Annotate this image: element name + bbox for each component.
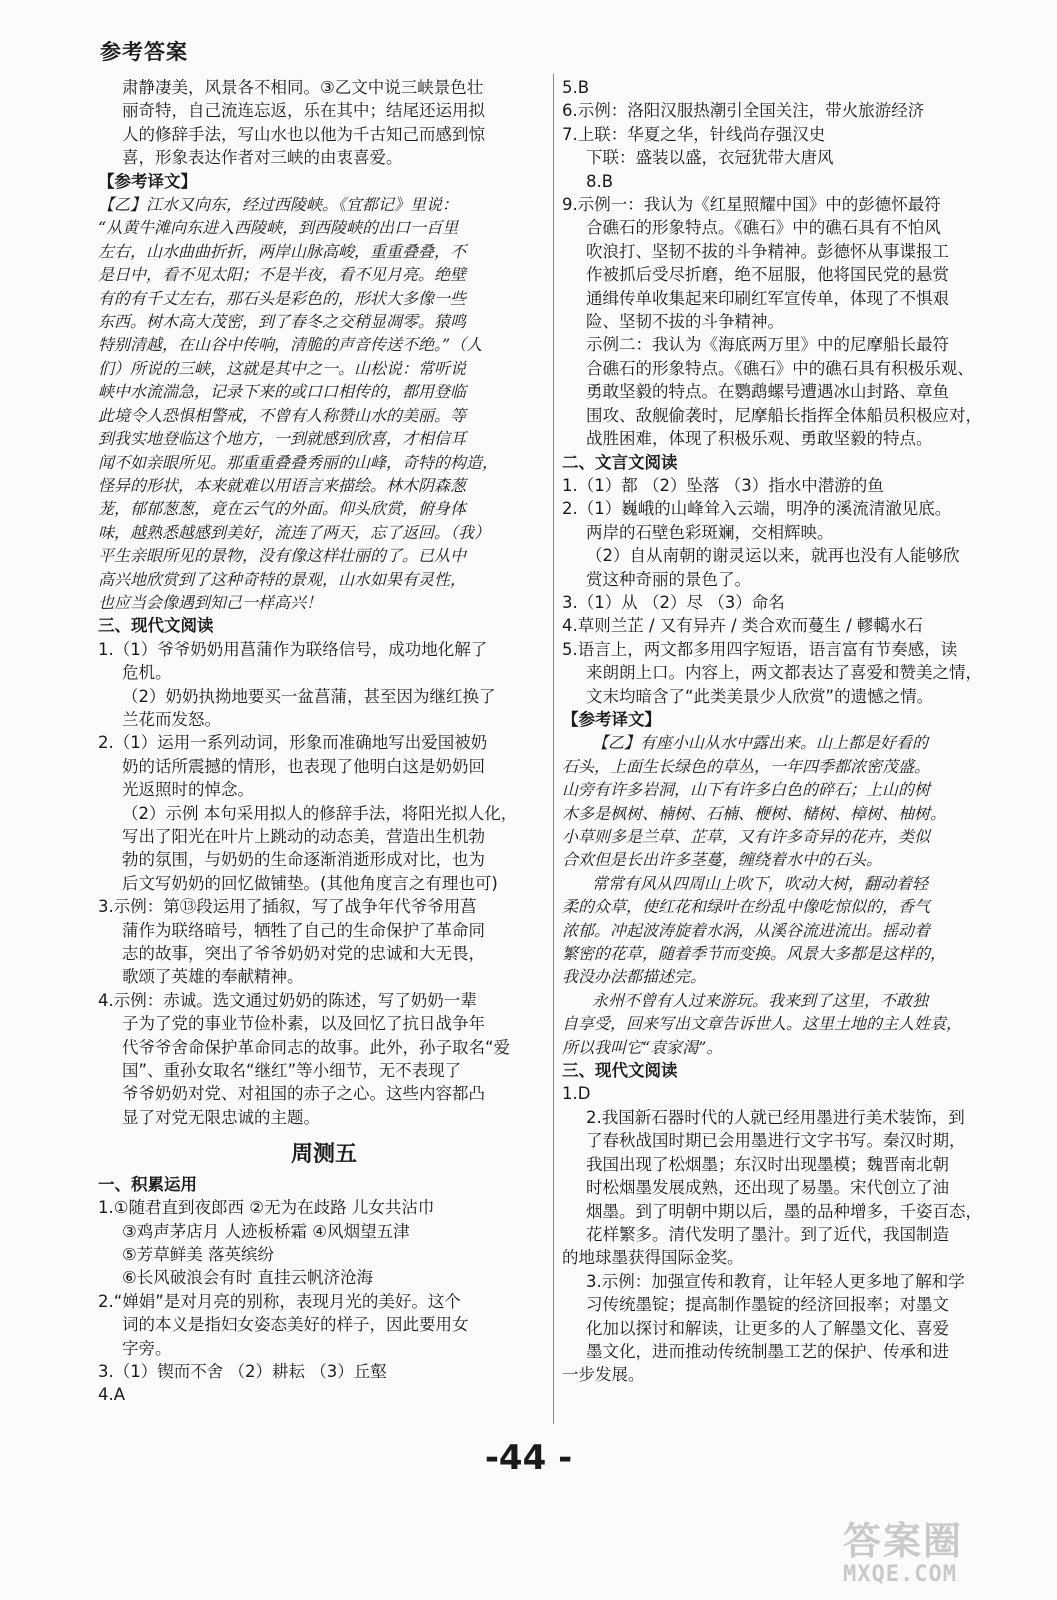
right-text-line: 4.草则兰芷 / 又有异卉 / 类合欢而蔓生 / 轇轕水石 (562, 616, 923, 636)
left-text-line: ⑥长风破浪会有时 直挂云帆济沧海 (122, 1268, 374, 1288)
left-text-line: 3.（1）锲而不舍 （2）耕耘 （3）丘壑 (98, 1361, 387, 1381)
left-text-line: 人的修辞手法，写山水也以他为千古知己而感到惊 (122, 124, 485, 144)
left-text-line: （2）奶奶执拗地要买一盆菖蒲，甚至因为继红换了 (122, 686, 496, 706)
right-text-line: 围攻、敌舰偷袭时，尼摩船长指挥全体船员积极应对， (586, 405, 982, 425)
left-text-line: 东西。树木高大茂密，到了春冬之交稍显凋零。猿鸣 (98, 312, 467, 332)
right-text-line: 我国出现了松烟墨；东汉时出现墨模；魏晋南北朝 (586, 1154, 949, 1174)
right-text-line: 三、现代文阅读 (562, 1061, 678, 1081)
right-text-line: 6.示例：洛阳汉服热潮引全国关注，带火旅游经济 (562, 101, 925, 121)
right-text-line: 繁密的花草，随着季节而变换。风景大多都是这样的， (562, 944, 947, 964)
right-text-line: 二、文言文阅读 (562, 452, 678, 472)
right-text-line: 示例二：我认为《海底两万里》中的尼摩船长最符 (586, 335, 949, 355)
left-text-line: 左右，山水曲曲折折，两岸山脉高峻，重重叠叠，不 (98, 241, 467, 261)
right-text-line: 合礁石的形象特点。《礁石》中的礁石具有不怕风 (586, 218, 941, 238)
left-text-line: 光返照时的悼念。 (122, 780, 254, 800)
left-text-line: 平生亲眼所见的景物，没有像这样壮丽的了。已从中 (98, 546, 467, 566)
left-text-line: 显了对党无限忠诚的主题。 (122, 1107, 320, 1127)
right-text-line: 了春秋战国时期已会用墨进行文字书写。秦汉时期， (586, 1131, 966, 1151)
left-text-line: 字旁。 (122, 1338, 172, 1358)
right-text-line: 1.（1）都 （2）坠落 （3）指水中潜游的鱼 (562, 475, 884, 495)
left-text-line: 4.A (98, 1385, 126, 1405)
left-text-line: 峡中水流湍急，记录下来的或口口相传的，都用登临 (98, 382, 467, 402)
right-text-line: 3.（1）从 （2）尽 （3）命名 (562, 592, 785, 612)
right-text-line: 2.（1）巍峨的山峰耸入云端，明净的溪流清澈见底。 (562, 499, 952, 519)
left-text-line: 【乙】江水又向东，经过西陵峡。《宜都记》里说： (98, 195, 459, 215)
left-text-line: 们）所说的三峡，这就是其中之一。山松说：常听说 (98, 358, 467, 378)
left-text-line: 后文写奶奶的回忆做铺垫。(其他角度言之有理也可) (122, 873, 498, 893)
left-text-line: 写出了阳光在叶片上跳动的动态美，营造出生机勃 (122, 827, 485, 846)
left-text-line: 2.（1）运用一系列动词，形象而准确地写出爱国被奶 (98, 733, 488, 753)
right-text-line: 习传统墨锭；提高制作墨锭的经济回报率；对墨文 (586, 1295, 949, 1315)
left-text-line: “从黄牛滩向东进入西陵峡，到西陵峡的出口一百里 (98, 218, 459, 238)
right-text-line: （2）自从南朝的谢灵运以来，就再也没有人能够欣 (586, 546, 960, 566)
left-text-line: 歌颂了英雄的奉献精神。 (122, 967, 304, 987)
right-text-line: 赏这种奇丽的景色了。 (586, 569, 751, 589)
left-text-line: 兰花而发怒。 (122, 709, 221, 729)
right-text-line: 两岸的石壁色彩斑斓，交相辉映。 (586, 522, 834, 542)
left-text-line: 高兴地欣赏到了这种奇特的景观，山水如果有灵性， (98, 569, 467, 589)
right-text-line: 9.示例一：我认为《红星照耀中国》中的彭德怀最符 (562, 195, 941, 215)
left-text-line: 三、现代文阅读 (98, 616, 214, 636)
left-text-line: 3.示例：第⑬段运用了插叙，写了战争年代爷爷用菖 (98, 897, 477, 917)
right-text-line: 5.语言上，两文都多用四字短语，语言富有节奏感，读 (562, 639, 958, 659)
left-text-line: 国”、重孙女取名“继红”等小细节，无不表现了 (122, 1061, 462, 1081)
left-text-line: 有的有千丈左右，那石头是彩色的，形状大多像一些 (98, 288, 467, 308)
right-text-line: 花样繁多。清代发明了墨汁。到了近代，我国制造 (586, 1224, 949, 1244)
left-text-line: 奶的话所震撼的情形，也表现了他明白这是奶奶回 (122, 756, 485, 776)
right-text-line: 自享受，回来写出文章告诉世人。这里土地的主人姓袁， (562, 1014, 963, 1034)
right-text-line: 作被抓后受尽折磨，绝不屈服，他将国民党的悬赏 (586, 265, 949, 285)
right-text-line: 5.B (562, 78, 590, 97)
right-text-line: 的地球墨获得国际金奖。 (562, 1248, 744, 1268)
right-text-line: 文末均暗含了“此类美景少人欣赏”的遗憾之情。 (586, 686, 934, 706)
left-text-line: 子为了党的事业节俭朴素，以及回忆了抗日战争年 (122, 1014, 485, 1034)
right-text-line: 一步发展。 (562, 1365, 645, 1385)
left-text-line: 危机。 (122, 663, 172, 683)
right-text-line: 合欢但是长出许多茎蔓，缠绕着水中的石头。 (562, 850, 883, 870)
left-text-line: 是日中，看不见太阳；不是半夜，看不见月亮。绝壁 (98, 265, 467, 285)
right-text-line: 来朗朗上口。内容上，两文都表达了喜爱和赞美之情， (586, 663, 982, 683)
left-text-line: 肃静凄美，风景各不相同。③乙文中说三峡景色壮 (122, 78, 484, 97)
left-text-line: 闻不如亲眼所见。那重重叠叠秀丽的山峰，奇特的构造， (98, 452, 499, 472)
right-text-line: 永州不曾有人过来游玩。我来到了这里，不敢独 (592, 990, 929, 1010)
right-text-line: 小草则多是兰草、芷草，又有许多奇异的花卉，类似 (562, 827, 931, 846)
left-text-line: ⑤芳草鲜美 落英缤纷 (122, 1244, 275, 1264)
right-text-line: 下联：盛装以盛，衣冠犹带大唐风 (586, 148, 834, 168)
watermark-logo (843, 1520, 1043, 1592)
right-text-line: 所以我叫它“袁家渴”。 (562, 1037, 723, 1057)
right-text-line: 时松烟墨发展成熟，还出现了易墨。宋代创立了油 (586, 1178, 949, 1198)
right-text-line: 险、坚韧不拔的斗争精神。 (586, 312, 784, 332)
right-column (562, 76, 982, 1387)
left-text-line: 喜，形象表达作者对三峡的由衷喜爱。 (122, 148, 403, 168)
section-title: 周测五 (290, 1142, 357, 1168)
left-text-line: 特别清越，在山谷中传响，清脆的声音传送不绝。”（人 (98, 335, 483, 355)
column-divider (553, 74, 554, 1424)
left-text-line: 4.示例：赤诚。选文通过奶奶的陈述，写了奶奶一辈 (98, 990, 477, 1010)
right-text-line: 1.D (562, 1084, 591, 1104)
watermark-cn: 答案圈 (843, 1519, 964, 1563)
left-text-line: 也应当会像遇到知己一样高兴！ (98, 592, 323, 612)
left-text-line: 怪异的形状，本来就难以用语言来描绘。林木阴森葱 (98, 475, 467, 495)
left-text-line: 勃的氛围，与奶奶的生命逐渐消逝形成对比，也为 (122, 850, 485, 870)
left-text-line: （2）示例 本句采用拟人的修辞手法，将阳光拟人化， (122, 803, 518, 823)
right-text-line: 勇敢坚毅的特点。在鹦鹉螺号遭遇冰山封路、章鱼 (586, 382, 949, 402)
left-text-line: 词的本义是指妇女姿态美好的样子，因此要用女 (122, 1315, 469, 1335)
left-text-line: 代爷爷舍命保护革命同志的故事。此外，孙子取名“爱 (122, 1037, 511, 1057)
right-text-line: 石头，上面生长绿色的草丛，一年四季都浓密茂盛。 (562, 756, 931, 776)
left-text-line: ③鸡声茅店月 人迹板桥霜 ④风烟望五津 (122, 1221, 410, 1241)
left-text-line: 味，越熟悉越感到美好，流连了两天，忘了返回。（我） (98, 522, 491, 542)
left-text-line: 一、积累运用 (98, 1174, 197, 1194)
left-text-line: 蒲作为联络暗号，牺牲了自己的生命保护了革命同 (122, 920, 485, 940)
left-text-line: 茏，郁郁葱葱，竟在云气的外面。仰头欣赏，俯身体 (98, 499, 467, 519)
left-text-line: 丽奇特，自己流连忘返，乐在其中；结尾还运用拟 (122, 101, 485, 121)
right-text-line: 烟墨。到了明朝中期以后，墨的品种增多，千姿百态， (586, 1201, 982, 1221)
page-number: -44 - (484, 1438, 573, 1478)
left-text-line: 2.“婵娟”是对月亮的别称，表现月光的美好。这个 (98, 1291, 461, 1311)
left-text-line: 爷爷奶奶对党、对祖国的赤子之心。这些内容都凸 (122, 1084, 485, 1104)
right-text-line: 合礁石的形象特点。《礁石》中的礁石具有积极乐观、 (586, 358, 974, 378)
left-text-line: 此境令人恐惧相警戒，不曾有人称赞山水的美丽。等 (98, 405, 467, 425)
right-text-line: 【乙】有座小山从水中露出来。山上都是好看的 (592, 733, 929, 753)
header-title: 参考答案 (100, 40, 188, 64)
right-text-line: 战胜困难，体现了积极乐观、勇敢坚毅的特点。 (586, 429, 933, 449)
right-text-line: 柔的众草，使红花和绿叶在纷乱中像吃惊似的，香气 (562, 897, 931, 917)
right-text-line: 8.B (586, 171, 614, 191)
right-text-line: 【参考译文】 (562, 709, 661, 729)
left-column (98, 76, 550, 1407)
right-text-line: 2.我国新石器时代的人就已经用墨进行美术装饰，到 (586, 1107, 965, 1127)
right-text-line: 木多是枫树、楠树、石楠、楩树、槠树、樟树、柚树。 (562, 803, 947, 823)
watermark-en: MXQE.COM (843, 1562, 957, 1587)
right-text-line: 化加以探讨和解读，让更多的人了解墨文化、喜爱 (586, 1318, 949, 1338)
left-text-line: 【参考译文】 (98, 171, 197, 191)
right-text-line: 墨文化，进而推动传统制墨工艺的保护、传承和进 (586, 1341, 949, 1361)
right-text-line: 通缉传单收集起来印刷红军宣传单，体现了不惧艰 (586, 288, 949, 308)
right-text-line: 3.示例：加强宣传和教育，让年轻人更多地了解和学 (586, 1271, 965, 1291)
right-text-line: 吹浪打、坚韧不拔的斗争精神。彭德怀从事谍报工 (586, 241, 949, 261)
right-text-line: 7.上联：华夏之华，针线尚存强汉史 (562, 124, 826, 144)
right-text-line: 浓郁。冲起波涛旋着水涡，从溪谷流进流出。摇动着 (562, 920, 931, 940)
left-text-line: 1.①随君直到夜郎西 ②无为在歧路 儿女共沾巾 (98, 1198, 435, 1218)
left-text-line: 到我实地登临这个地方，一到就感到欣喜，才相信耳 (98, 429, 467, 449)
right-text-line: 常常有风从四周山上吹下，吹动大树，翻动着轻 (592, 873, 929, 893)
right-text-line: 我没办法都描述完。 (562, 967, 707, 987)
right-text-line: 山旁有许多岩洞，山下有许多白色的碎石；上山的树 (562, 780, 931, 800)
left-text-line: 1.（1）爷爷奶奶用菖蒲作为联络信号，成功地化解了 (98, 639, 488, 659)
left-text-line: 志的故事，突出了爷爷奶奶对党的忠诚和大无畏， (122, 944, 485, 964)
